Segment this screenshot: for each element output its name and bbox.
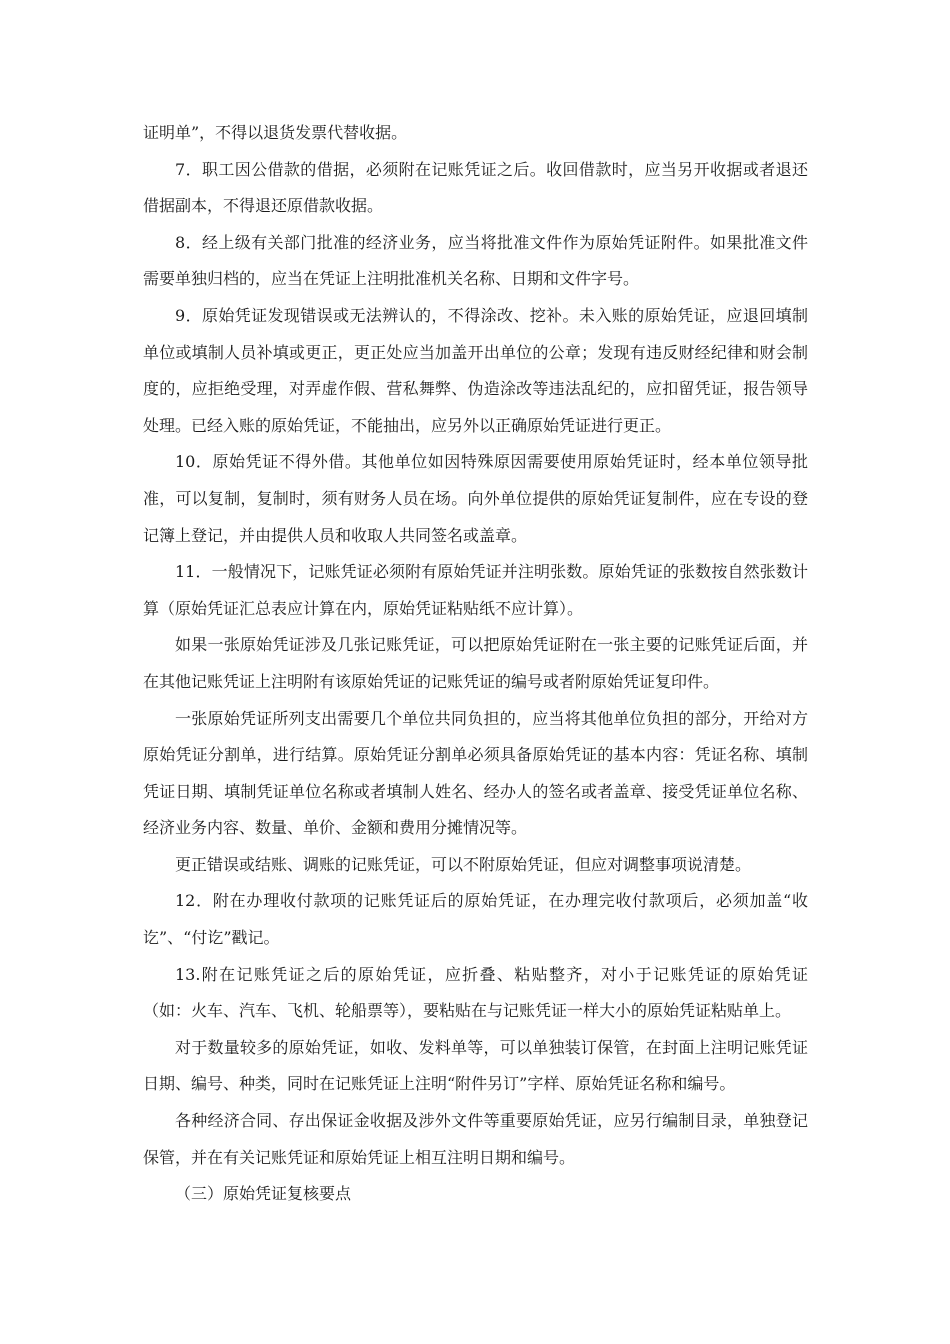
paragraph-split-voucher: 一张原始凭证所列支出需要几个单位共同负担的，应当将其他单位负担的部分，开给对方原始凭证分割单，进行结算。原始凭证分割单必须具备原始凭证的基本内容：凭证名称、填制凭证日期、填制凭证单位名称或者填制人姓名、经办人的签名或者盖章、接受凭证单位名称、经济业务内容、数量、单价、金额和费用分摊情况等。: [143, 708, 808, 838]
paragraph-item-13: 13.附在记账凭证之后的原始凭证，应折叠、粘贴整齐，对小于记账凭证的原始凭证（如：火车、汽车、飞机、轮船票等），要粘贴在与记账凭证一样大小的原始凭证粘贴单上。: [143, 964, 808, 1021]
paragraph-correction: 更正错误或结账、调账的记账凭证，可以不附原始凭证，但应对调整事项说清楚。: [175, 854, 752, 874]
paragraph-bulk-vouchers: 对于数量较多的原始凭证，如收、发料单等，可以单独装订保管，在封面上注明记账凭证日期、编号、种类，同时在记账凭证上注明“附件另订”字样、原始凭证名称和编号。: [143, 1037, 808, 1094]
paragraph-continuation: 证明单”，不得以退货发票代替收据。: [143, 123, 408, 142]
paragraph-item-10: 10．原始凭证不得外借。其他单位如因特殊原因需要使用原始凭证时，经本单位领导批准，可以复制，复制时，须有财务人员在场。向外单位提供的原始凭证复制件，应在专设的登记簿上登记，并由提供人员和收取人共同签名或盖章。: [143, 452, 808, 545]
paragraph-important-documents: 各种经济合同、存出保证金收据及涉外文件等重要原始凭证，应另行编制目录，单独登记保管，并在有关记账凭证和原始凭证上相互注明日期和编号。: [143, 1111, 808, 1167]
paragraph-item-11: 11．一般情况下，记账凭证必须附有原始凭证并注明张数。原始凭证的张数按自然张数计算（原始凭证汇总表应计算在内，原始凭证粘贴纸不应计算）。: [143, 562, 808, 618]
document-page: [143, 115, 808, 1213]
section-heading: （三）原始凭证复核要点: [175, 1184, 352, 1204]
paragraph-item-7: 7．职工因公借款的借据，必须附在记账凭证之后。收回借款时，应当另开收据或者退还借据副本，不得退还原借款收据。: [143, 159, 808, 216]
paragraph-item-12: 12．附在办理收付款项的记账凭证后的原始凭证，在办理完收付款项后，必须加盖“收讫”、“付讫”戳记。: [143, 891, 808, 948]
paragraph-multiple-vouchers: 如果一张原始凭证涉及几张记账凭证，可以把原始凭证附在一张主要的记账凭证后面，并在其他记账凭证上注明附有该原始凭证的记账凭证的编号或者附原始凭证复印件。: [143, 635, 808, 691]
paragraph-item-8: 8．经上级有关部门批准的经济业务，应当将批准文件作为原始凭证附件。如果批准文件需要单独归档的，应当在凭证上注明批准机关名称、日期和文件字号。: [143, 232, 808, 289]
paragraph-item-9: 9．原始凭证发现错误或无法辨认的，不得涂改、挖补。未入账的原始凭证，应退回填制单位或填制人员补填或更正，更正处应当加盖开出单位的公章；发现有违反财经纪律和财会制度的，应拒绝受理，对弄虚作假、营私舞弊、伪造涂改等违法乱纪的，应扣留凭证，报告领导处理。已经入账的原始凭证，不能抽出，应另外以正确原始凭证进行更正。: [143, 305, 808, 435]
